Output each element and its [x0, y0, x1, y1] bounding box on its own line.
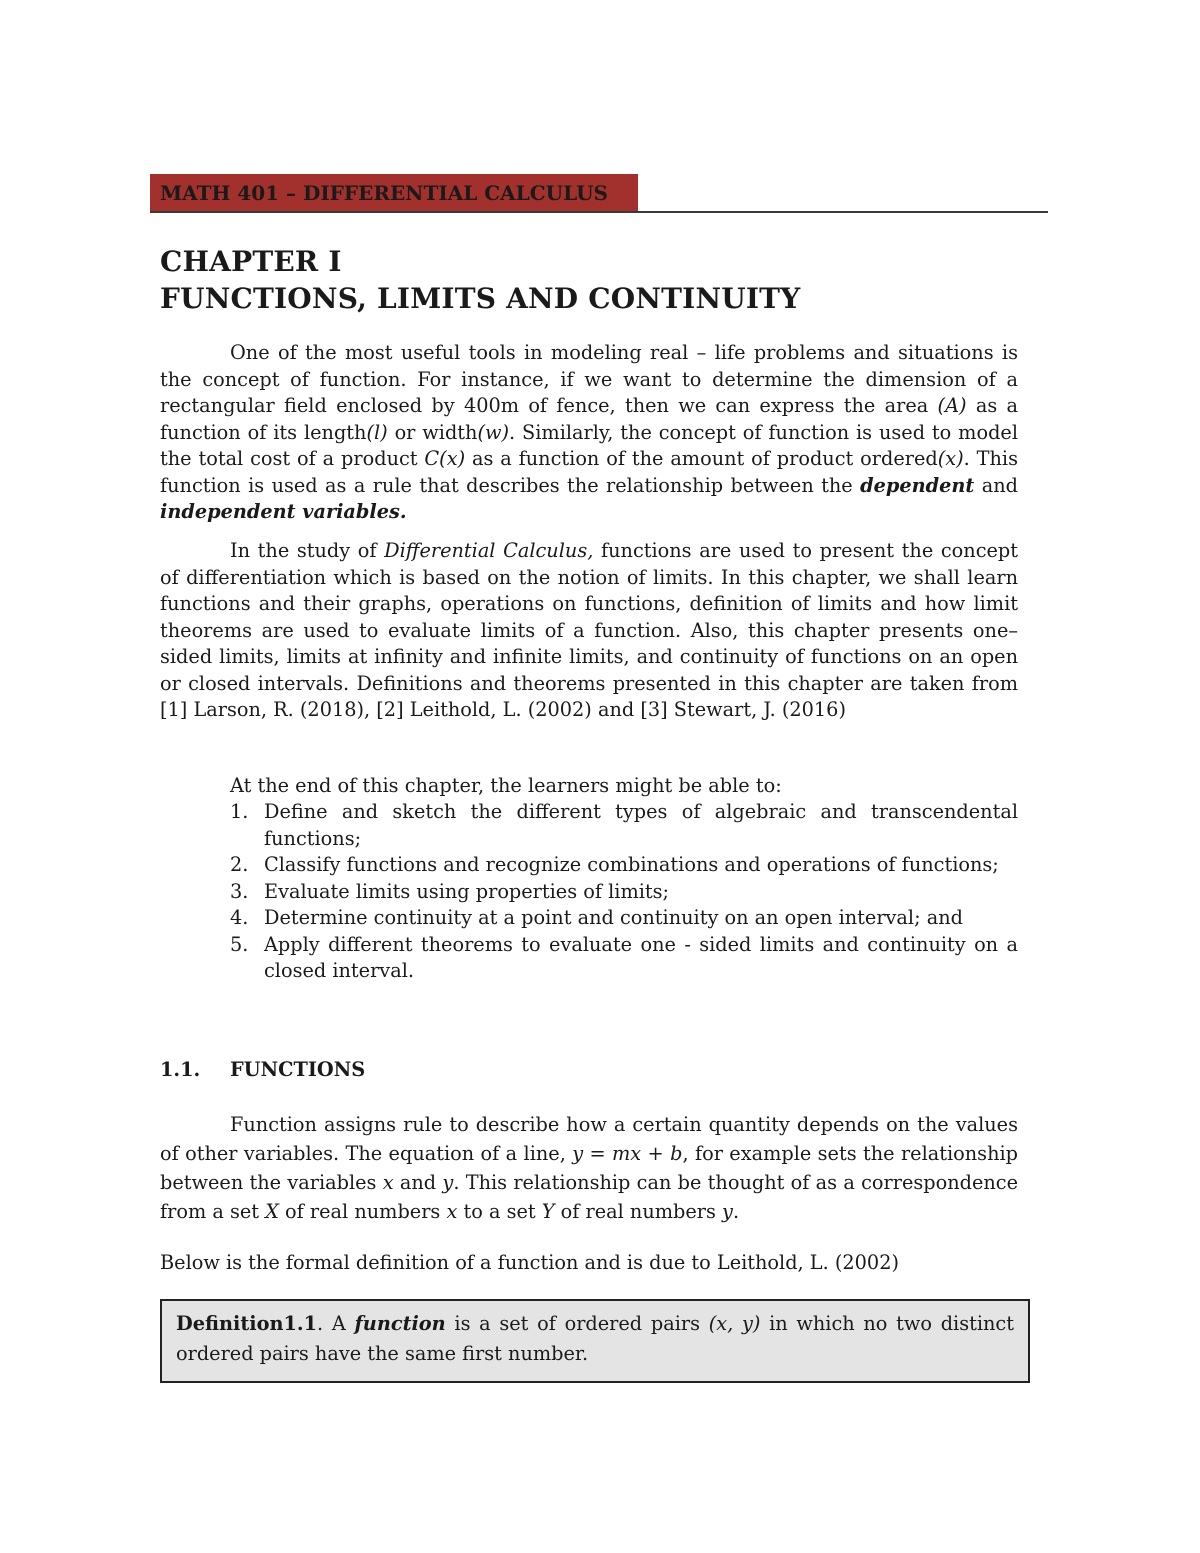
math-var: (A): [937, 394, 967, 417]
section-number: 1.1.: [160, 1058, 201, 1081]
definition-box: [160, 1299, 1030, 1383]
list-item: [230, 932, 1018, 985]
definition-label: Definition1.1: [176, 1312, 318, 1335]
text-run: , for example sets the relationship between the variables: [160, 1142, 1018, 1194]
list-number: 1.: [230, 800, 249, 823]
list-number: 3.: [230, 879, 249, 903]
list-item: [230, 852, 1018, 879]
intro-paragraph-1: [160, 340, 1018, 526]
objectives-list: [230, 799, 1018, 985]
text-run: or width: [387, 420, 478, 444]
emphasis-independent: independent variables.: [160, 500, 407, 523]
text-run: and: [974, 473, 1019, 497]
math-var: y: [442, 1171, 454, 1194]
math-var: x: [446, 1200, 458, 1223]
list-item: [230, 905, 1018, 932]
definition-term: function: [354, 1312, 446, 1335]
line-equation: y = mx + b: [572, 1142, 683, 1165]
math-var: Y: [541, 1200, 555, 1223]
intro-paragraph-2: [160, 538, 1018, 724]
math-var: C(x): [424, 447, 466, 470]
emphasis-dependent: dependent: [860, 473, 975, 497]
math-var: y: [722, 1200, 733, 1223]
math-var: X: [265, 1200, 279, 1223]
text-run: as a function of the amount of product ordered: [465, 447, 938, 470]
text-run: Function assigns rule to describe how a certain quantity depends on the values of other variables. The equation of a line,: [160, 1113, 1018, 1165]
course-header: [150, 174, 638, 212]
text-run: .: [732, 1200, 740, 1223]
list-number: 2.: [230, 853, 249, 876]
text-run: . This relationship can be thought of as a correspondence from a set: [160, 1171, 1019, 1223]
math-var: (l): [366, 420, 388, 444]
text-run: In the study of: [230, 539, 385, 562]
functions-paragraph: [160, 1110, 1018, 1226]
text-run: of real numbers: [554, 1200, 723, 1223]
chapter-title: FUNCTIONS, LIMITS AND CONTINUITY: [160, 282, 801, 315]
text-run: . Similarly, the concept of function is used to model the total cost of a product: [160, 420, 1018, 470]
text-run: . This function is used as a rule that describes the relationship between the: [160, 447, 1018, 497]
header-rule: [150, 211, 1048, 213]
text-run: in which no two distinct ordered pairs have the same first number.: [176, 1312, 1014, 1365]
list-number: 5.: [230, 932, 249, 956]
definition-intro: Below is the formal definition of a function and is due to Leithold, L. (2002): [160, 1251, 899, 1274]
list-item: [230, 879, 1018, 906]
list-text: Evaluate limits using properties of limits;: [264, 879, 670, 903]
chapter-heading: [160, 243, 800, 317]
text-run: . A: [317, 1312, 355, 1335]
section-title: FUNCTIONS: [230, 1058, 366, 1081]
objectives-intro: At the end of this chapter, the learners might be able to:: [230, 774, 782, 797]
text-run: functions are used to present the concept of differentiation which is based on the notion of limits. In this chapter, we shall learn functions and their graphs, operations on functions, definition of limits and how limit theorems are used to evaluate limits of a function. Also, this chapter presents one–sided limits, limits at infinity and infinite limits, and continuity of functions on an open or closed intervals. Definitions and theorems presented in this chapter are taken from [1] Larson, R. (2018), [2] Leithold, L. (2002) and [3] Stewart, J. (2016): [160, 539, 1018, 721]
list-text: Apply different theorems to evaluate one - sided limits and continuity on a closed interval.: [264, 932, 1018, 982]
list-number: 4.: [230, 906, 249, 929]
math-var: (x): [937, 447, 964, 470]
section-heading: [160, 1057, 365, 1083]
text-run: of real numbers: [278, 1200, 447, 1223]
text-run: and: [393, 1171, 443, 1194]
list-text: Classify functions and recognize combinations and operations of functions;: [264, 853, 999, 876]
list-item: [230, 799, 1018, 852]
text-run: One of the most useful tools in modeling real – life problems and situations is the concept of function. For instance, if we want to determine the dimension of a rectangular field enclosed by 400m of fence, then we can express the area: [160, 341, 1018, 417]
list-text: Define and sketch the different types of algebraic and transcendental functions;: [264, 800, 1018, 850]
ordered-pair: (x, y): [708, 1312, 761, 1335]
text-run: to a set: [457, 1200, 542, 1223]
text-run: is a set of ordered pairs: [445, 1312, 709, 1335]
course-title: MATH 401 – DIFFERENTIAL CALCULUS: [160, 181, 608, 205]
chapter-number: CHAPTER I: [160, 245, 342, 278]
list-text: Determine continuity at a point and continuity on an open interval; and: [264, 906, 963, 929]
emphasis-differential-calculus: Differential Calculus,: [384, 539, 594, 562]
math-var: (w): [477, 420, 510, 444]
text-run: as a function of its length: [160, 394, 1018, 444]
math-var: x: [382, 1171, 394, 1194]
